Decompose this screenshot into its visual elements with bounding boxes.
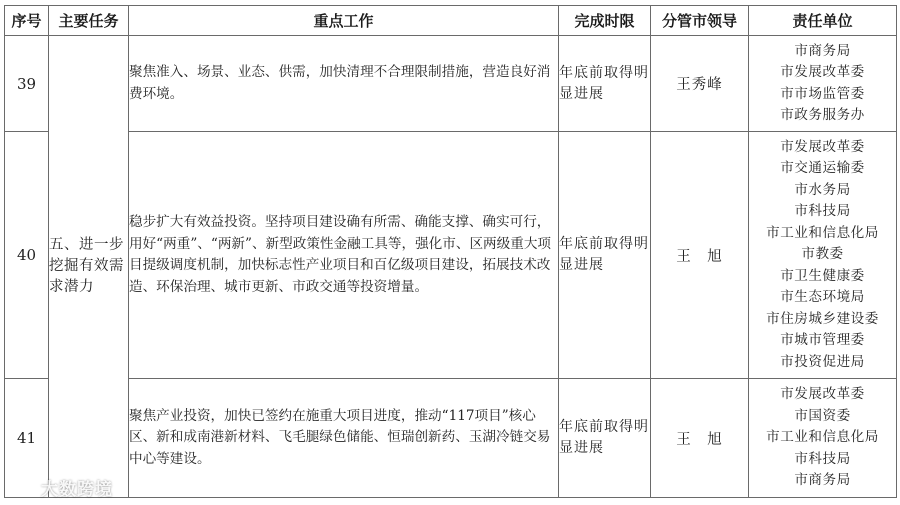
header-no: 序号: [5, 6, 49, 36]
header-units: 责任单位: [749, 6, 897, 36]
watermark: [6, 475, 113, 500]
unit-item: 市工业和信息化局: [766, 429, 879, 446]
deadline-cell: 年底前取得明显进展: [559, 132, 651, 379]
unit-item: 市住房城乡建设委: [766, 310, 879, 327]
table-row: [5, 132, 897, 379]
responsible-units-cell: [749, 379, 897, 498]
table-row: [5, 379, 897, 498]
leader-cell: 王 旭: [651, 379, 749, 498]
unit-item: 市教委: [801, 246, 844, 263]
key-work-cell: 聚焦产业投资，加快已签约在施重大项目进度，推动“117项目”核心区、新和成南港新材料、飞毛腿绿色储能、恒瑞创新药、玉湖冷链交易中心等建设。: [129, 379, 559, 498]
table-header-row: [5, 6, 897, 36]
deadline-cell: 年底前取得明显进展: [559, 379, 651, 498]
unit-item: 市卫生健康委: [780, 267, 865, 284]
main-task-cell: 五、进一步挖掘有效需求潜力: [49, 36, 129, 498]
header-work: 重点工作: [129, 6, 559, 36]
responsible-units-cell: [749, 36, 897, 132]
key-work-cell: 稳步扩大有效益投资。坚持项目建设确有所需、确能支撑、确实可行，用好“两重”、“两新”、新型政策性金融工具等，强化市、区两级重大项目提级调度机制，加快标志性产业项目和百亿级项目建设，拓展技术改造、环保治理、城市更新、市政交通等投资增量。: [129, 132, 559, 379]
row-number: 40: [5, 132, 49, 379]
unit-item: 市国资委: [794, 407, 851, 424]
unit-item: 市科技局: [794, 450, 851, 467]
row-number: 39: [5, 36, 49, 132]
unit-item: 市发展改革委: [780, 138, 865, 155]
leader-cell: 王秀峰: [651, 36, 749, 132]
unit-item: 市水务局: [794, 181, 851, 198]
header-task: 主要任务: [49, 6, 129, 36]
unit-item: 市工业和信息化局: [766, 224, 879, 241]
header-leader: 分管市领导: [651, 6, 749, 36]
row-number: 41: [5, 379, 49, 498]
watermark-text: 大数跨境: [41, 480, 113, 500]
deadline-cell: 年底前取得明显进展: [559, 36, 651, 132]
unit-item: 市投资促进局: [780, 353, 865, 370]
unit-item: 市科技局: [794, 203, 851, 220]
unit-item: 市城市管理委: [780, 332, 865, 349]
watermark-logo-icon: [6, 476, 36, 500]
header-deadline: 完成时限: [559, 6, 651, 36]
key-work-cell: 聚焦准入、场景、业态、供需，加快清理不合理限制措施，营造良好消费环境。: [129, 36, 559, 132]
leader-cell: 王 旭: [651, 132, 749, 379]
responsible-units-cell: [749, 132, 897, 379]
table-row: [5, 36, 897, 132]
unit-item: 市市场监管委: [780, 85, 865, 102]
unit-item: 市生态环境局: [780, 289, 865, 306]
unit-item: 市商务局: [794, 42, 851, 59]
unit-item: 市政务服务办: [780, 107, 865, 123]
unit-item: 市商务局: [794, 472, 851, 489]
unit-item: 市发展改革委: [780, 386, 865, 403]
unit-item: 市交通运输委: [780, 160, 865, 177]
unit-item: 市发展改革委: [780, 64, 865, 80]
key-work-table: [4, 5, 897, 498]
